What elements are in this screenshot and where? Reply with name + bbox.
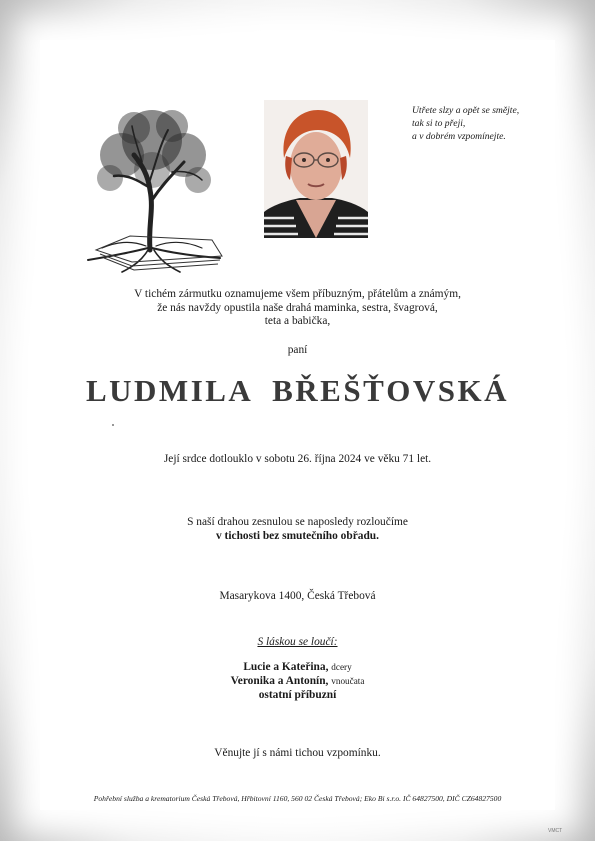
portrait-photo-image xyxy=(264,100,368,238)
decorative-dot xyxy=(112,424,114,426)
intro-line: že nás navždy opustila naše drahá maminka, sestra, švagrová, xyxy=(157,301,438,314)
farewell-text xyxy=(0,515,595,543)
farewell-line-bold xyxy=(0,529,595,543)
mourner-names: ostatní příbuzní xyxy=(258,689,337,701)
intro-line: teta a babička, xyxy=(264,315,331,328)
intro-text xyxy=(0,288,595,329)
motto-line: Utřete slzy a opět se smějte, xyxy=(412,105,520,116)
mourner-relation: dcery xyxy=(331,662,352,672)
mourner-row xyxy=(0,674,595,688)
mourner-row xyxy=(0,688,595,702)
farewell-line: S naší drahou zesnulou se naposledy rozloučíme xyxy=(187,516,408,528)
portrait-photo xyxy=(264,100,368,238)
deceased-name: LUDMILA BŘEŠŤOVSKÁ xyxy=(85,373,510,408)
watermark-text: VMCT xyxy=(548,828,563,834)
mourner-names: Lucie a Kateřina, xyxy=(243,661,329,673)
salutation: paní xyxy=(287,344,308,356)
intro-line: V tichém zármutku oznamujeme všem příbuzným, přátelům a známým, xyxy=(134,288,461,300)
closing-line: Věnujte jí s námi tichou vzpomínku. xyxy=(214,747,381,759)
farewell-bold-text: v tichosti bez smutečního obřadu. xyxy=(216,530,379,543)
address: Masarykova 1400, Česká Třebová xyxy=(219,590,376,602)
mourner-names: Veronika a Antonín, xyxy=(230,675,329,687)
mourner-relation: vnoučata xyxy=(331,676,365,686)
tree-illustration-icon xyxy=(72,100,232,275)
motto-line: a v dobrém vzpomínejte. xyxy=(412,131,506,142)
loving-heading-text: S láskou se loučí: xyxy=(257,636,338,648)
footer-funeral-service: Pohřební služba a krematorium Česká Třebová, Hřbitovní 1160, 560 02 Česká Třebová; Eko Bi s.r.o. IČ 64827500, DIČ CZ64827500 xyxy=(93,794,502,803)
mourner-row xyxy=(0,660,595,674)
motto-line: tak si to přeji, xyxy=(412,118,466,129)
death-notice: Její srdce dotlouklo v sobotu 26. října 2024 ve věku 71 let. xyxy=(163,453,432,465)
motto xyxy=(412,104,572,143)
loving-heading xyxy=(0,636,595,648)
mourners-list xyxy=(0,660,595,702)
